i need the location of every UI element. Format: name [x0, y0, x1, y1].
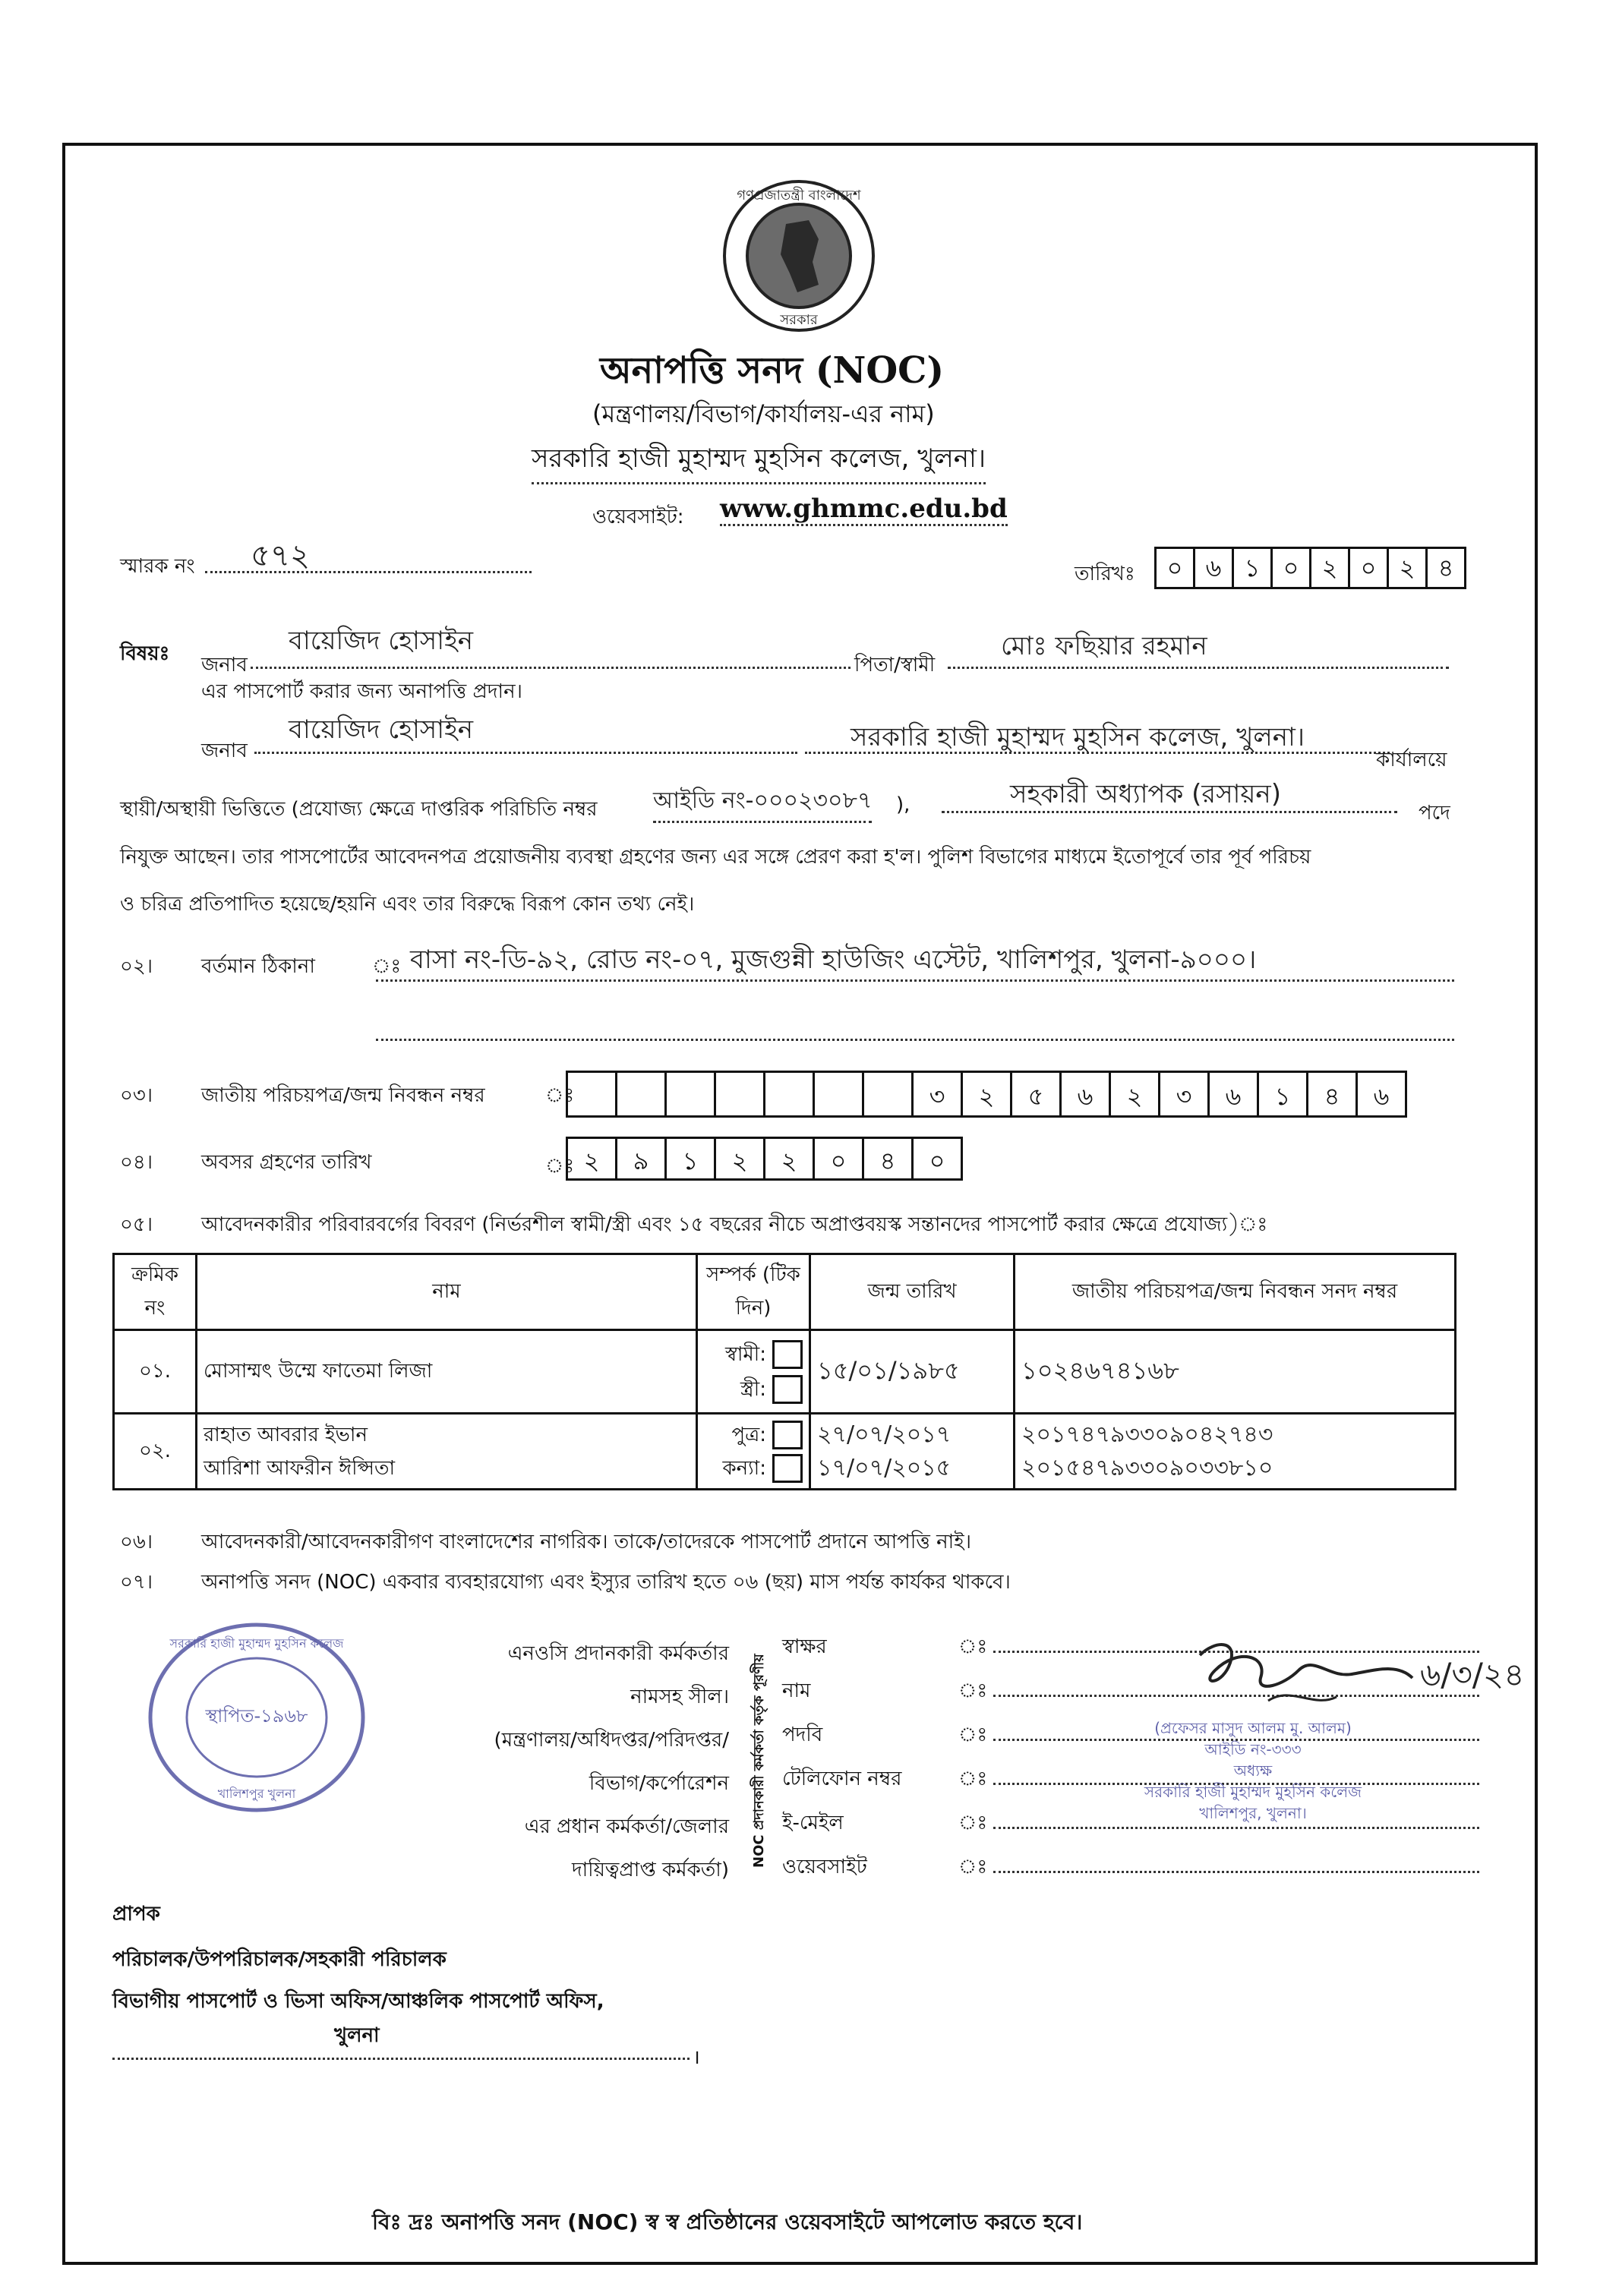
sig-left-5: এর প্রধান কর্মকর্তা/জেলার — [524, 1815, 729, 1838]
sig-left-1: এনওসি প্রদানকারী কর্মকর্তার — [507, 1642, 729, 1665]
item-03-num: ০৩। — [120, 1084, 153, 1107]
sig-left-3: (মন্ত্রণালয়/অধিদপ্তর/পরিদপ্তর/ — [494, 1729, 729, 1752]
svg-text:সরকার: সরকার — [780, 312, 818, 328]
th-serial: ক্রমিক নং — [114, 1254, 197, 1330]
row2-nid-2: ২০১৫৪৭৯৩৩০৯০৩৩৮১০ — [1021, 1454, 1273, 1481]
svg-text:গণপ্রজাতন্ত্রী বাংলাদেশ: গণপ্রজাতন্ত্রী বাংলাদেশ — [737, 188, 861, 203]
field-website: ওয়েবসাইট — [782, 1856, 867, 1878]
nid-digit-box: ২ — [961, 1071, 1012, 1118]
body-name: বায়েজিদ হোসাইন — [289, 714, 474, 745]
recipient-dotline — [112, 2058, 690, 2060]
son-checkbox[interactable] — [772, 1421, 803, 1449]
para-line-1: নিযুক্ত আছেন। তার পাসপোর্টের আবেদনপত্র প্রয়োজনীয় ব্যবস্থা গ্রহণের জন্য এর সঙ্গে প্রেরণ করা হ'ল। পুলিশ বিভাগের মাধ্যমে ইতোপূর্বে তার পূর্ব পরিচয় — [120, 846, 1311, 869]
colon: ঃ — [958, 1679, 988, 1702]
nid-digit-box — [813, 1071, 864, 1118]
retire-digit-box: ৯ — [615, 1137, 667, 1181]
official-stamp — [1094, 1717, 1412, 1824]
row1-relation — [697, 1330, 810, 1414]
colon: ঃ — [958, 1635, 988, 1658]
rel-daughter: কন্যা: — [722, 1456, 766, 1480]
field-email: ই-মেইল — [782, 1812, 844, 1834]
th-relation: সম্পর্ক (টিক দিন) — [697, 1254, 810, 1330]
address-line-2 — [376, 1039, 1454, 1041]
address-line-1 — [376, 979, 1454, 982]
rel-husband: স্বামী: — [725, 1342, 766, 1366]
row1-name: মোসাম্মৎ উম্মে ফাতেমা লিজা — [197, 1330, 697, 1414]
stamp-line-4: সরকারি হাজী মুহাম্মদ মুহসিন কলেজ — [1144, 1783, 1362, 1801]
government-emblem — [721, 178, 877, 334]
recipient-line-3: খুলনা — [334, 2024, 380, 2047]
memo-field — [205, 531, 532, 571]
nid-digit-box — [714, 1071, 765, 1118]
item-05-num: ০৫। — [120, 1213, 153, 1236]
retire-digit-box: ০ — [813, 1137, 864, 1181]
memo-dotline — [205, 571, 532, 573]
email-line — [993, 1827, 1479, 1829]
id-value: আইডি নং-০০০২৩০৮৭ — [653, 782, 872, 823]
retire-date-boxes — [568, 1137, 963, 1181]
nid-digit-box: ৬ — [1059, 1071, 1111, 1118]
nid-digit-box: ৩ — [1158, 1071, 1210, 1118]
page-title: অনাপত্তি সনদ (NOC) — [600, 349, 945, 392]
rel-wife: স্ত্রী: — [740, 1377, 766, 1401]
para-line-2: ও চরিত্র প্রতিপাদিত হয়েছে/হয়নি এবং তার বিরুদ্ধে বিরূপ কোন তথ্য নেই। — [120, 893, 695, 916]
item-04-label: অবসর গ্রহণের তারিখ — [201, 1151, 372, 1174]
colon: ঃ — [958, 1856, 988, 1878]
father-label: পিতা/স্বামী — [854, 654, 936, 676]
stamp-line-3: অধ্যক্ষ — [1233, 1761, 1273, 1780]
body-janab-label: জনাব — [201, 740, 248, 762]
colon: ঃ — [958, 1768, 988, 1790]
date-boxes — [1154, 547, 1466, 589]
college-round-seal — [143, 1617, 371, 1818]
father-value: মোঃ ফছিয়ার রহমান — [1001, 631, 1207, 661]
item-04-colon: ঃ — [545, 1155, 575, 1178]
wife-checkbox[interactable] — [772, 1375, 803, 1404]
item-02-num: ০২। — [120, 955, 153, 978]
row2-dobs — [810, 1414, 1015, 1490]
table-row — [114, 1330, 1456, 1414]
item-05-label: আবেদনকারীর পরিবারবর্গের বিবরণ (নির্ভরশীল স্বামী/স্ত্রী এবং ১৫ বছরের নীচে অপ্রাপ্তবয়স্ক সন্তানদের পাসপোর্ট করার ক্ষেত্রে প্রযোজ্য)ঃ — [201, 1213, 1268, 1236]
stamp-line-1: (প্রফেসর মাসুদ আলম মু. আলম) — [1154, 1719, 1352, 1737]
subject-name-line — [251, 667, 851, 669]
th-dob: জন্ম তারিখ — [810, 1254, 1015, 1330]
nid-digit-box — [615, 1071, 667, 1118]
date-label: তারিখঃ — [1075, 563, 1135, 585]
memo-value: ৫৭২ — [251, 538, 310, 573]
date-digit: ১ — [1234, 549, 1273, 587]
item-06-text: আবেদনকারী/আবেদনকারীগণ বাংলাদেশের নাগরিক। তাকে/তাদেরকে পাসপোর্ট প্রদানে আপত্তি নাই। — [201, 1531, 972, 1553]
retire-digit-box: ২ — [566, 1137, 617, 1181]
item-03-colon: ঃ — [545, 1084, 575, 1107]
retire-digit-box: ৪ — [862, 1137, 914, 1181]
recipient-end: । — [693, 2046, 700, 2069]
row2-name-2: আরিশা আফরীন ঈপ্সিতা — [204, 1456, 396, 1480]
retire-digit-box: ২ — [763, 1137, 815, 1181]
designation-suffix: পদে — [1419, 802, 1450, 825]
subject-label: বিষয়ঃ — [120, 642, 170, 665]
row2-nids — [1015, 1414, 1456, 1490]
row2-names — [197, 1414, 697, 1490]
svg-text:খালিশপুর খুলনা: খালিশপুর খুলনা — [217, 1787, 296, 1801]
website-line — [993, 1871, 1479, 1873]
signatory-fields — [782, 1625, 901, 1889]
nid-digit-box: ৩ — [911, 1071, 963, 1118]
daughter-checkbox[interactable] — [772, 1454, 803, 1483]
field-name: নাম — [782, 1679, 811, 1702]
nid-digit-box — [763, 1071, 815, 1118]
stamp-line-2: আইডি নং-৩৩৩ — [1204, 1740, 1302, 1758]
memo-label: স্মারক নং — [120, 555, 195, 578]
sig-left-6: দায়িত্বপ্রাপ্ত কর্মকর্তা) — [571, 1859, 729, 1881]
nid-digit-box: ৬ — [1207, 1071, 1259, 1118]
row2-relation — [697, 1414, 810, 1490]
id-close: ), — [896, 793, 910, 816]
janab-label: জনাব — [201, 654, 248, 676]
row2-dob-1: ২৭/০৭/২০১৭ — [817, 1421, 952, 1448]
row1-nid: ১০২৪৬৭৪১৬৮ — [1015, 1330, 1456, 1414]
body-office: সরকারি হাজী মুহাম্মদ মুহসিন কলেজ, খুলনা। — [851, 722, 1305, 752]
website-label: ওয়েবসাইট: — [592, 506, 684, 528]
sig-left-4: বিভাগ/কর্পোরেশন — [589, 1772, 729, 1795]
nid-digit-box: ২ — [1109, 1071, 1160, 1118]
retire-digit-box: ০ — [911, 1137, 963, 1181]
table-row — [114, 1414, 1456, 1490]
nid-boxes — [568, 1071, 1407, 1118]
address-value: বাসা নং-ডি-৯২, রোড নং-০৭, মুজগুন্নী হাউজিং এস্টেট, খালিশপুর, খুলনা-৯০০০। — [410, 945, 1257, 975]
nid-digit-box: ৬ — [1355, 1071, 1407, 1118]
row1-serial: ০১. — [114, 1330, 197, 1414]
footer-note: বিঃ দ্রঃ অনাপত্তি সনদ (NOC) স্ব স্ব প্রতিষ্ঠানের ওয়েবসাইটে আপলোড করতে হবে। — [372, 2209, 1083, 2234]
item-07-text: অনাপত্তি সনদ (NOC) একবার ব্যবহারযোগ্য এবং ইস্যুর তারিখ হতে ০৬ (ছয়) মাস পর্যন্ত কার্যকর থাকবে। — [201, 1571, 1011, 1594]
date-digit: ৬ — [1195, 549, 1234, 587]
row2-serial: ০২. — [114, 1414, 197, 1490]
nid-digit-box — [566, 1071, 617, 1118]
item-04-num: ০৪। — [120, 1151, 153, 1174]
date-digit: ০ — [1273, 549, 1311, 587]
date-digit: ০ — [1157, 549, 1195, 587]
colon: ঃ — [958, 1812, 988, 1834]
nid-digit-box: ১ — [1257, 1071, 1308, 1118]
item-02-colon: ঃ — [372, 955, 402, 978]
office-suffix: কার্যালয়ে — [1376, 749, 1447, 771]
field-telephone: টেলিফোন নম্বর — [782, 1768, 902, 1790]
th-name: নাম — [197, 1254, 697, 1330]
svg-text:সরকারি হাজী মুহাম্মদ মুহসিন কল: সরকারি হাজী মুহাম্মদ মুহসিন কলেজ — [169, 1636, 344, 1651]
field-designation: পদবি — [782, 1724, 823, 1746]
nid-digit-box: ৪ — [1306, 1071, 1358, 1118]
retire-digit-box: ২ — [714, 1137, 765, 1181]
svg-text:স্থাপিত-১৯৬৮: স্থাপিত-১৯৬৮ — [205, 1705, 308, 1727]
recipient-label: প্রাপক — [112, 1903, 160, 1925]
stamp-line-5: খালিশপুর, খুলনা। — [1199, 1804, 1307, 1822]
recipient-line-1: পরিচালক/উপপরিচালক/সহকারী পরিচালক — [112, 1948, 447, 1971]
th-nid: জাতীয় পরিচয়পত্র/জন্ম নিবন্ধন সনদ নম্বর — [1015, 1254, 1456, 1330]
nid-digit-box — [664, 1071, 716, 1118]
date-digit: ৪ — [1438, 554, 1454, 582]
row2-dob-2: ১৭/০৭/২০১৫ — [817, 1454, 952, 1481]
permanent-label: স্থায়ী/অস্থায়ী ভিত্তিতে (প্রযোজ্য ক্ষেত্রে দাপ্তরিক পরিচিতি নম্বর — [120, 798, 598, 821]
signatory-description — [471, 1632, 729, 1892]
date-digit: ২ — [1311, 549, 1350, 587]
date-digit: ২ — [1389, 549, 1428, 587]
nid-digit-box: ৫ — [1010, 1071, 1062, 1118]
recipient-line-2: বিভাগীয় পাসপোর্ট ও ভিসা অফিস/আঞ্চলিক পাসপোর্ট অফিস, — [112, 1990, 604, 2013]
rel-son: পুত্র: — [731, 1423, 766, 1446]
row1-dob: ১৫/০১/১৯৮৫ — [810, 1330, 1015, 1414]
item-02-label: বর্তমান ঠিকানা — [201, 955, 315, 978]
row2-name-1: রাহাত আবরার ইভান — [204, 1423, 368, 1446]
item-07-num: ০৭। — [120, 1571, 153, 1594]
vertical-label: NOC প্রদানকারী কর্মকর্তা কর্তৃক পূরণীয় — [751, 1654, 767, 1868]
retire-digit-box: ১ — [664, 1137, 716, 1181]
ministry-label: (মন্ত্রণালয়/বিভাগ/কার্যালয়-এর নাম) — [592, 399, 935, 428]
husband-checkbox[interactable] — [772, 1340, 803, 1369]
sign-date: ৬/৩/২৪ — [1420, 1656, 1525, 1693]
nid-digit-box — [862, 1071, 914, 1118]
office-name: সরকারি হাজী মুহাম্মদ মুহসিন কলেজ, খুলনা। — [532, 439, 986, 484]
field-signature: স্বাক্ষর — [782, 1635, 827, 1658]
website-value: www.ghmmc.edu.bd — [720, 494, 1008, 526]
family-table — [112, 1253, 1456, 1490]
colon: ঃ — [958, 1724, 988, 1746]
subject-line2: এর পাসপোর্ট করার জন্য অনাপত্তি প্রদান। — [201, 680, 522, 703]
item-06-num: ০৬। — [120, 1531, 153, 1553]
subject-name: বায়েজিদ হোসাইন — [289, 626, 474, 656]
date-digit: ০ — [1350, 549, 1389, 587]
item-03-label: জাতীয় পরিচয়পত্র/জন্ম নিবন্ধন নম্বর — [201, 1084, 485, 1107]
designation: সহকারী অধ্যাপক (রসায়ন) — [1010, 779, 1281, 809]
sig-left-2: নামসহ সীল। — [630, 1686, 729, 1708]
row2-nid-1: ২০১৭৪৭৯৩৩০৯০৪২৭৪৩ — [1021, 1421, 1273, 1448]
